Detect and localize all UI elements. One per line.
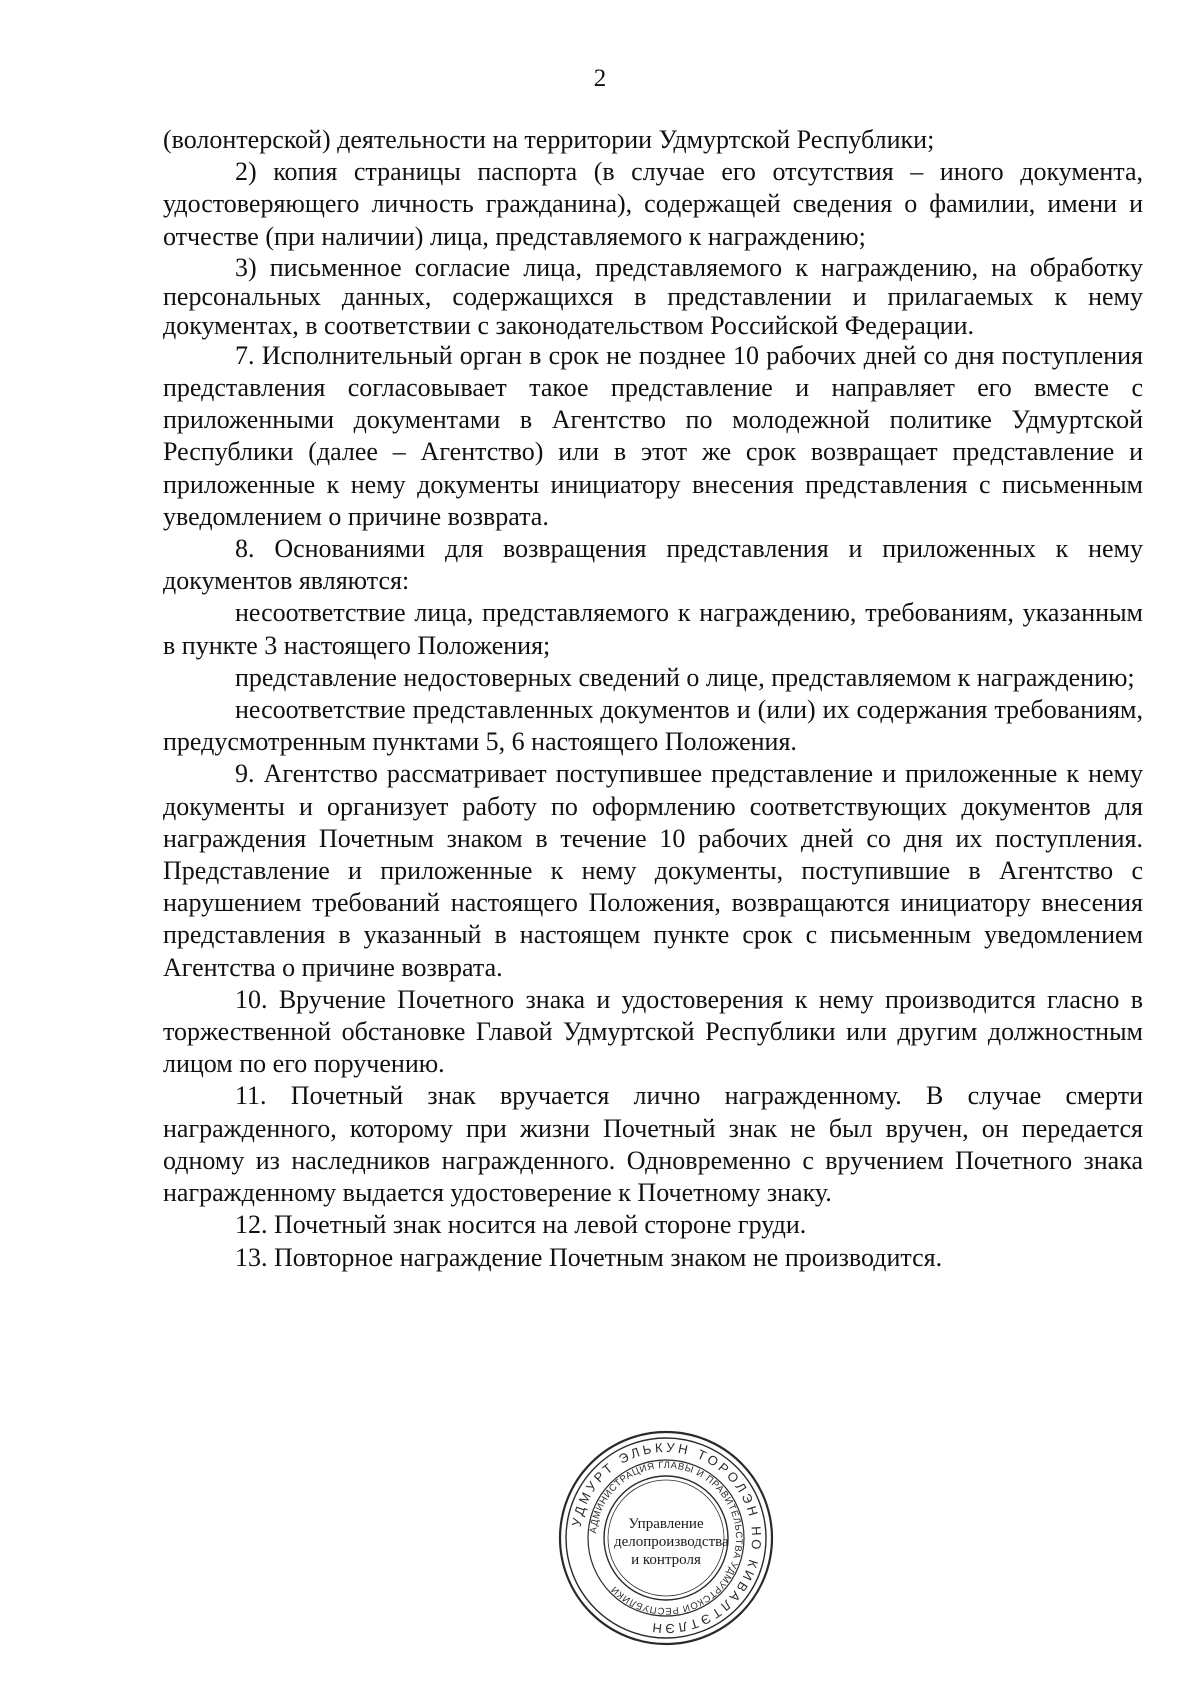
- paragraph-clause-12: 12. Почетный знак носится на левой стороне груди.: [235, 1210, 807, 1240]
- paragraph-clause-9: 9. Агентство рассматривает поступившее представление и приложенные к нему документы и организует работу по оформлению соответствующих документов для награждения Почетным знаком в течение 10 рабочих дней со дня их поступления. Представление и приложенные к нему документы, поступившие в Агентство с нарушением требований настоящего Положения, возвращаются инициатору внесения представления в указанный в настоящем пункте срок с письменным уведомлением Агентства о причине возврата.: [163, 759, 1143, 982]
- paragraph-clause-7: 7. Исполнительный орган в срок не позднее 10 рабочих дней со дня поступления представления согласовывает такое представление и направляет его вместе с приложенными документами в Агентство по молодежной политике Удмуртской Республики (далее – Агентство) или в этот же срок возвращает представление и приложенные к нему документы инициатору внесения представления с письменным уведомлением о причине возврата.: [163, 340, 1143, 531]
- paragraph-clause-11: 11. Почетный знак вручается лично награжденному. В случае смерти награжденного, которому при жизни Почетный знак не был вручен, он передается одному из наследников награжденного. Одновременно с вручением Почетного знака награжденному выдается удостоверение к Почетному знаку.: [163, 1081, 1143, 1208]
- paragraph-ground-3: несоответствие представленных документов и (или) их содержания требованиям, предусмотренным пунктами 5, 6 настоящего Положения.: [163, 695, 1143, 757]
- stamp-center-line-3: и контроля: [631, 1552, 701, 1568]
- stamp-outer-text: УДМУРТ ЭЛЬКУН ТОРОЛЭН НО КИВАЛТЭТЛЭН: [568, 1439, 765, 1637]
- paragraph-clause-10: 10. Вручение Почетного знака и удостоверения к нему производится гласно в торжественной обстановке Главой Удмуртской Республики или другим должностным лицом по его поручению.: [163, 984, 1143, 1079]
- paragraph-clause-13: 13. Повторное награждение Почетным знаком не производится.: [235, 1242, 943, 1272]
- document-body: [163, 124, 1143, 1274]
- paragraph-ground-2: представление недостоверных сведений о лице, представляемом к награждению;: [235, 662, 1135, 692]
- paragraph-continuation: (волонтерской) деятельности на территории Удмуртской Республики;: [163, 125, 935, 154]
- official-stamp: [557, 1429, 775, 1647]
- stamp-center-text: [614, 1515, 729, 1597]
- stamp-center-line-1: Управление: [628, 1516, 704, 1532]
- paragraph-item-3: 3) письменное согласие лица, представляемого к награждению, на обработку персональных данных, содержащихся в представлении и прилагаемых к нему документах, в соответствии с законодательством Российской Федерации.: [163, 252, 1143, 340]
- stamp-center-line-2: делопроизводства: [614, 1534, 729, 1550]
- paragraph-item-2: 2) копия страницы паспорта (в случае его отсутствия – иного документа, удостоверяющего личность гражданина), содержащей сведения о фамилии, имени и отчестве (при наличии) лица, представляемого к награждению;: [163, 157, 1143, 251]
- paragraph-ground-1: несоответствие лица, представляемого к награждению, требованиям, указанным в пункте 3 настоящего Положения;: [163, 598, 1143, 660]
- stamp-inner-text: АДМИНИСТРАЦИЯ ГЛАВЫ И ПРАВИТЕЛЬСТВА УДМУРТСКОЙ РЕСПУБЛИКИ: [588, 1459, 745, 1617]
- paragraph-clause-8: 8. Основаниями для возвращения представления и приложенных к нему документов являются:: [163, 534, 1143, 596]
- page-number: 2: [593, 65, 607, 92]
